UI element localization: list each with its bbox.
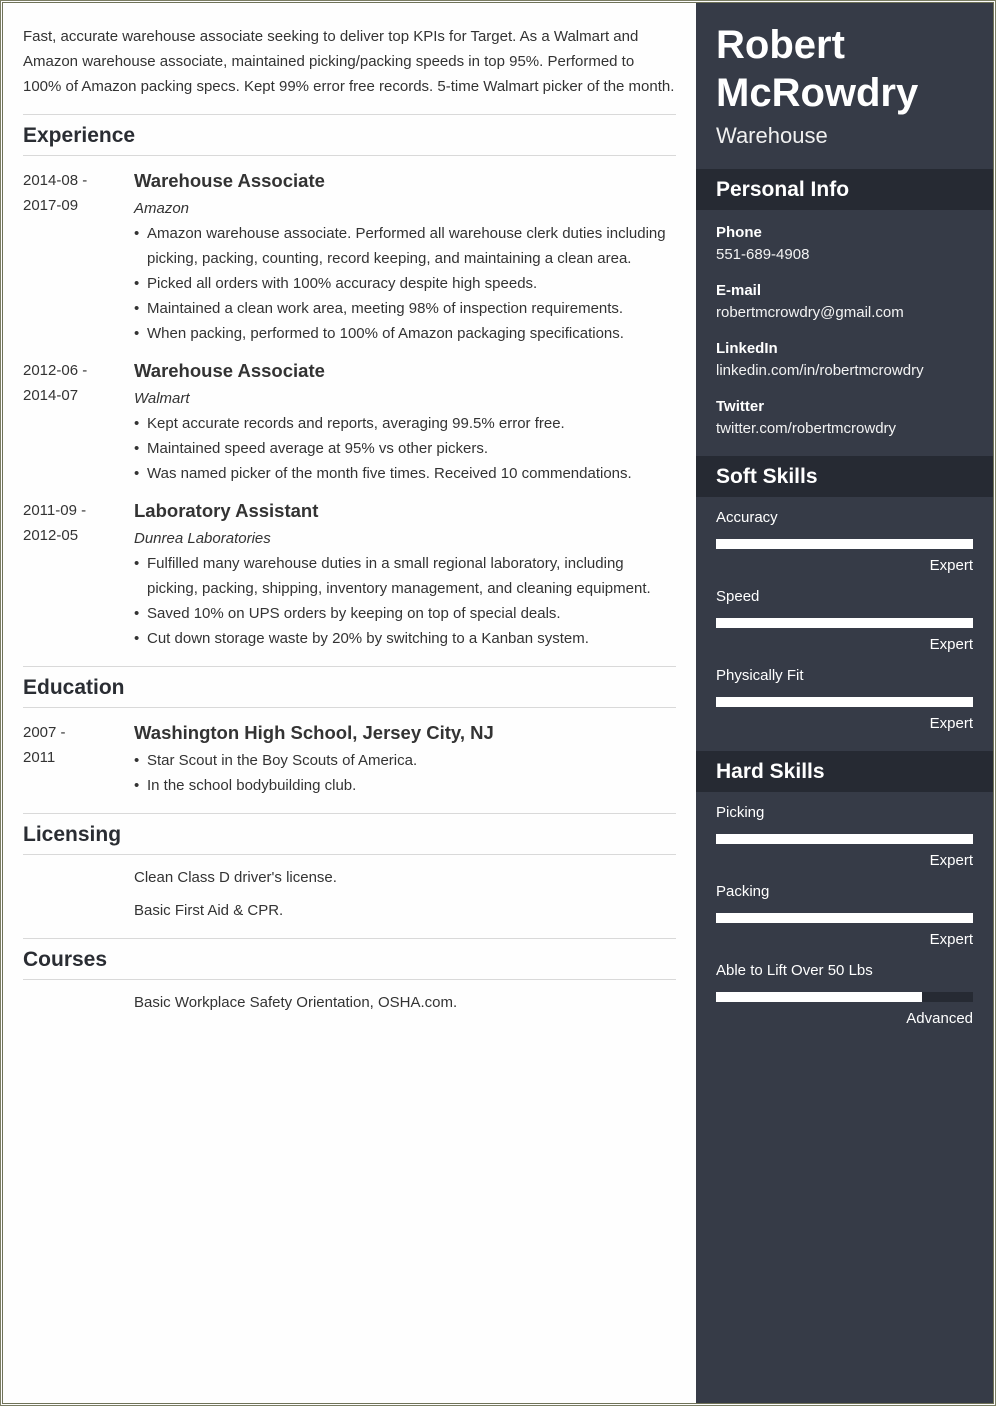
employer: Walmart [134,390,190,407]
summary: Fast, accurate warehouse associate seeking to deliver top KPIs for Target. As a Walmart and Amazon warehouse associate, maintained picking/packing speeds in top 95%. Performed to 100% of Amazon packing specs. Kept 99% error free records. 5-time Walmart picker of the month. [23,24,676,115]
skill-bar-fill [716,992,922,1002]
skill-level: Advanced [906,1010,973,1027]
date-end: 2012-05 [23,527,79,544]
personal-info [696,210,993,456]
job-title: Warehouse Associate [134,360,325,381]
section-title-hard-skills: Hard Skills [696,751,993,792]
education-entry [23,720,676,798]
job-title: Warehouse Associate [134,170,325,191]
bullet-item: • Saved 10% on UPS orders by keeping on top of special deals. [134,601,676,626]
skill-name: Speed [716,588,760,605]
experience-entry [23,168,676,346]
section-title-experience: Experience [23,115,676,156]
skill-item [716,881,973,951]
section-title-licensing: Licensing [23,814,676,855]
phone-value: 551-689-4908 [716,246,810,263]
date-end: 2014-07 [23,387,79,404]
bullet-item: • Amazon warehouse associate. Performed all warehouse clerk duties including picking, packing, counting, record keeping, and maintaining a clean area. [134,221,676,271]
skill-level: Expert [929,715,973,732]
skill-item [716,960,973,1030]
first-name: Robert [716,23,845,67]
hard-skills-list [696,792,993,1055]
bullet-item: • In the school bodybuilding club. [134,773,676,798]
experience-section [23,115,676,667]
entry-date [23,720,134,798]
skill-item [716,507,973,577]
skill-bar [716,618,973,628]
employer: Amazon [134,200,190,217]
skill-item [716,586,973,656]
date-end: 2017-09 [23,197,79,214]
skill-level: Expert [929,852,973,869]
skill-bar-fill [716,618,973,628]
licensing-section [23,814,676,939]
license-item: Basic First Aid & CPR. [134,902,284,919]
job-role: Warehouse [716,123,828,148]
skill-bar-fill [716,834,973,844]
soft-skills-list [696,497,993,751]
date-end: 2011 [23,749,56,766]
skill-level: Expert [929,931,973,948]
bullet-item: • When packing, performed to 100% of Amazon packaging specifications. [134,321,676,346]
skill-name: Able to Lift Over 50 Lbs [716,962,873,979]
skill-level: Expert [929,636,973,653]
info-label-email: E-mail [716,282,762,299]
bullet-list [134,551,676,651]
section-title-personal-info: Personal Info [696,169,993,210]
twitter-value[interactable]: twitter.com/robertmcrowdry [716,420,897,437]
skill-name: Packing [716,883,770,900]
skill-bar [716,834,973,844]
skill-bar-fill [716,697,973,707]
bullet-item: • Maintained speed average at 95% vs other pickers. [134,436,676,461]
courses-list [23,990,676,1015]
candidate-name [696,3,993,117]
info-label-phone: Phone [716,224,762,241]
date-start: 2012-06 - [23,362,88,379]
date-start: 2007 - [23,724,66,741]
courses-section [23,939,676,1038]
skill-bar-fill [716,539,973,549]
skill-bar-fill [716,913,973,923]
email-value[interactable]: robertmcrowdry@gmail.com [716,304,904,321]
skill-bar [716,697,973,707]
bullet-item: • Was named picker of the month five times. Received 10 commendations. [134,461,676,486]
main-column [23,3,676,1038]
bullet-list [134,221,676,346]
licensing-list [23,865,676,923]
skill-level: Expert [929,557,973,574]
skill-bar [716,913,973,923]
info-label-linkedin: LinkedIn [716,340,778,357]
linkedin-value[interactable]: linkedin.com/in/robertmcrowdry [716,362,924,379]
experience-entry [23,498,676,651]
education-section [23,667,676,814]
skill-name: Picking [716,804,765,821]
skill-item [716,802,973,872]
license-item: Clean Class D driver's license. [134,869,337,886]
skill-name: Physically Fit [716,667,804,684]
course-item: Basic Workplace Safety Orientation, OSHA.com. [134,994,458,1011]
bullet-item: • Cut down storage waste by 20% by switching to a Kanban system. [134,626,676,651]
section-title-soft-skills: Soft Skills [696,456,993,497]
skill-name: Accuracy [716,509,778,526]
bullet-item: • Maintained a clean work area, meeting 98% of inspection requirements. [134,296,676,321]
skill-item [716,665,973,735]
resume-page [2,2,994,1404]
sidebar [696,3,993,1403]
bullet-list [134,411,676,486]
skill-bar [716,539,973,549]
entry-date [23,358,134,486]
date-start: 2011-09 - [23,502,87,519]
bullet-item: • Star Scout in the Boy Scouts of America. [134,748,676,773]
employer: Dunrea Laboratories [134,530,271,547]
experience-entry [23,358,676,486]
job-title: Laboratory Assistant [134,500,319,521]
section-title-courses: Courses [23,939,676,980]
entry-date [23,168,134,346]
bullet-list [134,748,676,798]
section-title-education: Education [23,667,676,708]
info-label-twitter: Twitter [716,398,765,415]
last-name: McRowdry [716,71,919,115]
bullet-item: • Picked all orders with 100% accuracy despite high speeds. [134,271,676,296]
skill-bar [716,992,973,1002]
date-start: 2014-08 - [23,172,88,189]
bullet-item: • Kept accurate records and reports, averaging 99.5% error free. [134,411,676,436]
entry-date [23,498,134,651]
bullet-item: • Fulfilled many warehouse duties in a small regional laboratory, including picking, packing, shipping, inventory management, and cleaning equipment. [134,551,676,601]
school-name: Washington High School, Jersey City, NJ [134,722,494,743]
